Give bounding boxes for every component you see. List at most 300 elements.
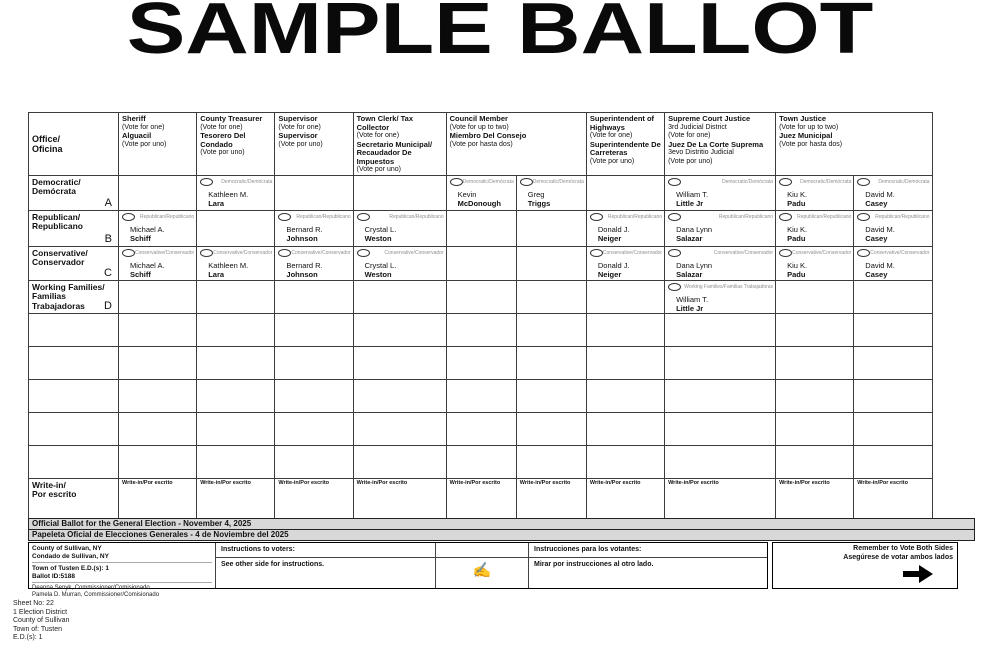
oval-row	[357, 213, 444, 221]
candidate-cell	[516, 175, 586, 210]
candidate-cell	[776, 210, 854, 246]
write-in-cell[interactable]	[854, 478, 932, 522]
oval-row	[668, 249, 773, 257]
candidate-last-name: Little Jr	[676, 198, 704, 208]
office-header-1	[197, 113, 275, 176]
write-in-cell-label: Write-in/Por escrito	[356, 479, 408, 486]
oval-party-label: Democratic/Demócrata	[878, 178, 930, 185]
empty-cell	[854, 379, 932, 412]
empty-cell	[275, 313, 353, 346]
candidate-cell	[776, 246, 854, 280]
candidate-last-name: Padu	[787, 269, 806, 279]
candidate-first-name: Michael A.	[130, 260, 165, 270]
oval-row	[857, 213, 929, 221]
candidate-cell	[854, 210, 932, 246]
ballot-oval[interactable]	[668, 249, 681, 257]
page-title: SAMPLE BALLOT	[126, 0, 874, 69]
write-in-cell[interactable]	[776, 478, 854, 522]
empty-cell	[446, 210, 516, 246]
write-in-label-es: Por escrito	[32, 489, 77, 499]
office-header-line: Supreme Court Justice	[668, 114, 751, 123]
empty-cell	[353, 412, 446, 445]
ballot-oval[interactable]	[122, 249, 135, 257]
candidate-cell	[353, 210, 446, 246]
office-header-line: Town Justice	[779, 114, 827, 123]
candidate-first-name: Dana Lynn	[676, 224, 713, 234]
office-column-header	[29, 113, 119, 176]
candidate-cell	[665, 246, 776, 280]
empty-cell	[29, 346, 119, 379]
write-in-cell-label: Write-in/Por escrito	[779, 479, 830, 486]
row-letter: C	[104, 266, 112, 279]
empty-cell	[854, 313, 932, 346]
empty-cell	[586, 313, 664, 346]
row-letter: D	[104, 299, 112, 312]
candidate-first-name: Bernard R.	[286, 260, 323, 270]
oval-party-label: Republican/Republicano	[875, 213, 930, 220]
ballot-oval[interactable]	[590, 213, 603, 221]
candidate-cell	[446, 175, 516, 210]
candidate-last-name: Casey	[865, 233, 888, 243]
oval-party-label: Democratic/Demócrata	[532, 178, 584, 185]
empty-cell	[353, 313, 446, 346]
office-header-line: Juez Municipal	[779, 131, 833, 140]
ballot-oval[interactable]	[779, 249, 792, 257]
office-header-line: (Vote for up to two)	[449, 123, 509, 131]
empty-cell	[119, 346, 197, 379]
empty-cell	[119, 379, 197, 412]
office-header-line: (Vote por uno)	[356, 166, 401, 173]
oval-row	[668, 213, 773, 221]
office-header-line: Alguacil	[122, 131, 152, 140]
office-header-4	[446, 113, 586, 176]
candidate-cell	[586, 246, 664, 280]
candidate-first-name: William T.	[676, 189, 709, 199]
office-header-line: (Vote for one)	[668, 132, 711, 139]
candidate-last-name: Salazar	[676, 233, 703, 243]
candidate-cell	[665, 210, 776, 246]
candidate-last-name: Weston	[364, 269, 392, 279]
write-in-cell[interactable]	[516, 478, 586, 522]
candidate-first-name: Bernard R.	[286, 224, 323, 234]
empty-cell	[516, 210, 586, 246]
row-letter: B	[104, 232, 112, 245]
candidate-first-name: Donald J.	[597, 224, 630, 234]
ballot-oval[interactable]	[590, 249, 603, 257]
ballot-info-section	[28, 542, 768, 598]
hand-icon-panel	[436, 543, 529, 588]
office-header-line: (Vote por hasta dos)	[449, 140, 513, 148]
oval-row	[857, 249, 929, 257]
empty-cell	[516, 280, 586, 313]
office-header-line: (Vote for up to two)	[779, 123, 839, 131]
office-header-line: Miembro Del Consejo	[449, 131, 527, 140]
empty-cell	[353, 280, 446, 313]
empty-cell	[197, 313, 275, 346]
empty-cell	[353, 379, 446, 412]
party-row-label-A	[29, 175, 119, 210]
empty-cell	[29, 379, 119, 412]
party-row-label-D	[29, 280, 119, 313]
candidate-last-name: Padu	[787, 233, 806, 243]
write-in-cell-label: Write-in/Por escrito	[589, 479, 641, 486]
empty-cell	[275, 280, 353, 313]
empty-cell	[586, 346, 664, 379]
candidate-first-name: Donald J.	[597, 260, 630, 270]
empty-cell	[665, 379, 776, 412]
office-header-line: 3rd Judicial District	[668, 123, 727, 131]
office-header-line: 3evo Distritio Judicial	[668, 149, 734, 156]
office-header-line: Juez De La Corte Suprema	[668, 139, 764, 149]
office-header-line: Supervisor	[278, 131, 318, 140]
official-ballot-line-en: Official Ballot for the General Election - November 4, 2025	[29, 519, 974, 530]
empty-cell	[275, 175, 353, 210]
empty-cell	[119, 412, 197, 445]
empty-cell	[776, 280, 854, 313]
empty-cell	[446, 246, 516, 280]
instructions-title-en: Instructions to voters:	[216, 543, 435, 558]
write-in-cell[interactable]	[353, 478, 446, 522]
candidate-last-name: Salazar	[676, 269, 703, 279]
write-in-cell-label: Write-in/Por escrito	[278, 479, 330, 486]
candidate-first-name: Dana Lynn	[676, 260, 713, 270]
oval-row	[200, 178, 272, 186]
oval-party-label: Conservative/Conservador	[291, 249, 351, 256]
write-in-cell[interactable]	[665, 478, 776, 522]
empty-cell	[275, 346, 353, 379]
vote-both-sides-box	[772, 542, 958, 589]
candidate-first-name: David M.	[865, 260, 895, 270]
candidate-cell	[197, 246, 275, 280]
office-header-6	[665, 113, 776, 176]
ballot-oval[interactable]	[278, 213, 291, 221]
empty-cell	[275, 445, 353, 478]
ballot-oval[interactable]	[857, 178, 870, 186]
oval-row	[122, 213, 194, 221]
oval-party-label: Republican/Republicano	[718, 213, 774, 220]
sheet-number: Sheet No: 22	[13, 600, 54, 607]
oval-party-label: Conservative/Conservador	[213, 249, 273, 256]
candidate-first-name: Kiu K.	[787, 224, 808, 234]
oval-row	[450, 178, 514, 186]
commissioner-2: Pamela D. Murran, Commissioner/Comisionado	[32, 592, 160, 598]
empty-cell	[665, 445, 776, 478]
candidate-first-name: William T.	[676, 294, 709, 304]
ballot-oval[interactable]	[357, 213, 370, 221]
write-in-cell-label: Write-in/Por escrito	[668, 479, 719, 486]
row-letter: A	[104, 196, 112, 209]
empty-cell	[446, 280, 516, 313]
office-header-line: County Treasurer	[200, 114, 263, 123]
office-header-2	[275, 113, 353, 176]
party-name-es: Familias Trabajadoras	[32, 291, 85, 311]
empty-cell	[516, 412, 586, 445]
ballot-oval[interactable]	[779, 178, 792, 186]
office-header-0	[119, 113, 197, 176]
candidate-cell	[119, 246, 197, 280]
empty-cell	[275, 379, 353, 412]
oval-row	[278, 249, 350, 257]
office-header-line: (Vote por uno)	[200, 149, 245, 156]
hand-panel-top	[436, 543, 528, 558]
candidate-cell	[854, 175, 932, 210]
candidate-last-name: Lara	[208, 269, 225, 279]
office-header-line: Town Clerk/ Tax Collector	[356, 114, 414, 132]
write-in-row-label	[29, 478, 119, 522]
office-header-line: Superintendent of Highways	[589, 114, 655, 132]
candidate-last-name: Weston	[364, 233, 392, 243]
candidate-last-name: Schiff	[130, 233, 151, 243]
candidate-cell	[665, 175, 776, 210]
write-in-label-en: Write-in/	[32, 479, 66, 490]
empty-cell	[665, 346, 776, 379]
oval-party-label: Republican/Republicano	[797, 213, 852, 220]
sheet-town: Town of: Tusten	[13, 625, 63, 633]
candidate-cell	[586, 210, 664, 246]
empty-cell	[197, 280, 275, 313]
oval-party-label: Democratic/Demócrata	[221, 178, 273, 185]
party-name-es: Conservador	[32, 257, 85, 267]
candidate-first-name: Kathleen M.	[208, 189, 249, 199]
empty-cell	[353, 445, 446, 478]
ballot-id: Ballot ID:5188	[32, 572, 75, 580]
official-ballot-line-es: Papeleta Oficial de Elecciones Generales - 4 de Noviembre del 2025	[32, 530, 289, 539]
candidate-cell	[854, 246, 932, 280]
oval-party-label: Working Families/Familias Trabajadoras	[684, 283, 774, 290]
candidate-last-name: McDonough	[457, 198, 501, 208]
election-district-count: 1 Election District	[13, 608, 68, 616]
empty-cell	[446, 445, 516, 478]
candidate-last-name: Padu	[787, 198, 806, 208]
party-name-es: Demócrata	[32, 186, 76, 196]
oval-party-label: Conservative/Conservador	[713, 249, 774, 256]
office-header-line: (Vote por uno)	[122, 140, 167, 148]
instructions-title-es: Instrucciones para los votantes:	[529, 543, 767, 558]
empty-cell	[516, 313, 586, 346]
ballot-oval[interactable]	[450, 178, 463, 186]
empty-cell	[119, 313, 197, 346]
write-in-cell-label: Write-in/Por escrito	[449, 479, 501, 486]
office-header-3	[353, 113, 446, 176]
oval-party-label: Republican/Republicano	[607, 213, 663, 220]
office-header-line: (Vote for one)	[200, 123, 243, 131]
candidate-first-name: Kiu K.	[787, 260, 808, 270]
candidate-cell	[119, 210, 197, 246]
party-row-label-C	[29, 246, 119, 280]
candidate-first-name: Crystal L.	[364, 224, 397, 234]
candidate-last-name: Neiger	[597, 233, 622, 243]
commissioner-1: Deanna Senyk, Commissioner/Comisionado	[32, 585, 150, 591]
empty-cell	[446, 313, 516, 346]
candidate-last-name: Little Jr	[676, 303, 704, 313]
empty-cell	[776, 346, 854, 379]
ballot-oval[interactable]	[857, 213, 870, 221]
oval-party-label: Conservative/Conservador	[792, 249, 852, 256]
oval-row	[590, 213, 662, 221]
candidate-first-name: David M.	[865, 189, 895, 199]
oval-row	[520, 178, 584, 186]
party-name-en: Democratic/	[32, 176, 81, 187]
empty-cell	[586, 379, 664, 412]
office-label-en: Office/	[32, 133, 61, 144]
oval-party-label: Conservative/Conservador	[384, 249, 444, 256]
instructions-body-es: Mirar por instrucciones al otro lado.	[534, 561, 654, 568]
office-header-line: Secretario Municipal/ Recaudador De Impuestos	[356, 139, 433, 166]
sheet-ed: E.D.(s): 1	[13, 634, 43, 641]
ballot-oval[interactable]	[200, 249, 213, 257]
empty-cell	[586, 175, 664, 210]
office-header-line: (Vote for one)	[278, 123, 321, 131]
empty-cell	[776, 379, 854, 412]
empty-cell	[776, 412, 854, 445]
oval-row	[357, 249, 444, 257]
ballot-oval[interactable]	[520, 178, 533, 186]
write-in-cell[interactable]	[275, 478, 353, 522]
oval-row	[857, 178, 929, 186]
candidate-cell	[197, 175, 275, 210]
candidate-last-name: Casey	[865, 269, 888, 279]
empty-cell	[516, 379, 586, 412]
empty-cell	[275, 412, 353, 445]
ballot-oval[interactable]	[278, 249, 291, 257]
ballot-oval[interactable]	[857, 249, 870, 257]
oval-party-label: Republican/Republicano	[139, 213, 195, 220]
office-header-line: (Vote por hasta dos)	[779, 140, 843, 148]
oval-row	[200, 249, 272, 257]
candidate-last-name: Johnson	[286, 269, 318, 279]
office-header-5	[586, 113, 664, 176]
candidate-cell	[275, 246, 353, 280]
empty-cell	[586, 445, 664, 478]
oval-party-label: Republican/Republicano	[389, 213, 444, 220]
right-arrow-icon	[777, 565, 935, 588]
candidate-cell	[665, 280, 776, 313]
candidate-first-name: Crystal L.	[364, 260, 397, 270]
office-header-line: (Vote for one)	[589, 132, 633, 139]
empty-cell	[29, 445, 119, 478]
empty-cell	[197, 346, 275, 379]
party-name-en: Republican/	[32, 211, 81, 222]
write-in-cell-label: Write-in/Por escrito	[857, 479, 908, 486]
empty-cell	[119, 280, 197, 313]
oval-party-label: Conservative/Conservador	[602, 249, 663, 256]
empty-cell	[353, 175, 446, 210]
empty-cell	[446, 412, 516, 445]
empty-cell	[854, 280, 932, 313]
candidate-last-name: Johnson	[286, 233, 318, 243]
candidate-last-name: Casey	[865, 198, 888, 208]
oval-row	[779, 178, 851, 186]
instructions-spanish-panel	[529, 543, 767, 588]
candidate-first-name: Kiu K.	[787, 189, 808, 199]
empty-cell	[353, 346, 446, 379]
empty-cell	[197, 379, 275, 412]
county-name-en: County of Sullivan, NY	[32, 545, 102, 552]
ballot-oval[interactable]	[122, 213, 135, 221]
party-row-label-B	[29, 210, 119, 246]
writing-hand-icon: ✍	[472, 562, 492, 579]
empty-cell	[586, 280, 664, 313]
candidate-last-name: Schiff	[130, 269, 151, 279]
ballot-oval[interactable]	[668, 213, 681, 221]
empty-cell	[197, 210, 275, 246]
empty-cell	[776, 313, 854, 346]
write-in-cell-label: Write-in/Por escrito	[200, 479, 251, 486]
sheet-info	[13, 600, 69, 643]
town-district: Town of Tusten E.D.(s): 1	[32, 565, 110, 572]
county-info-panel	[29, 543, 216, 598]
write-in-cell[interactable]	[119, 478, 197, 522]
ballot-oval[interactable]	[779, 213, 792, 221]
office-header-line: (Vote por uno)	[278, 140, 323, 148]
candidate-last-name: Triggs	[527, 198, 551, 208]
oval-party-label: Conservative/Conservador	[135, 249, 195, 256]
empty-cell	[516, 346, 586, 379]
office-header-line: Sheriff	[122, 114, 146, 123]
empty-cell	[854, 412, 932, 445]
ballot-oval[interactable]	[200, 178, 213, 186]
county-name-es: Condado de Sullivan, NY	[32, 552, 109, 560]
empty-cell	[665, 412, 776, 445]
office-label-es: Oficina	[32, 143, 63, 154]
oval-party-label: Republican/Republicano	[296, 213, 351, 220]
empty-cell	[516, 246, 586, 280]
candidate-first-name: Greg	[527, 189, 545, 199]
office-header-line: (Vote por uno)	[589, 157, 635, 165]
empty-cell	[197, 445, 275, 478]
candidate-cell	[776, 175, 854, 210]
candidate-last-name: Neiger	[597, 269, 622, 279]
empty-cell	[446, 346, 516, 379]
oval-row	[779, 213, 851, 221]
sheet-county: County of Sullivan	[13, 617, 70, 624]
ballot-table	[28, 112, 933, 523]
candidate-first-name: Kathleen M.	[208, 260, 249, 270]
reminder-line-en: Remember to Vote Both Sides	[853, 545, 953, 552]
ballot-oval[interactable]	[668, 283, 681, 291]
write-in-cell[interactable]	[586, 478, 664, 522]
party-name-en: Working Families/	[32, 281, 105, 292]
write-in-cell[interactable]	[197, 478, 275, 522]
office-header-7	[776, 113, 932, 176]
office-header-line: Tesorero Del Condado	[200, 131, 246, 149]
write-in-cell-label: Write-in/Por escrito	[122, 479, 173, 486]
oval-row	[278, 213, 350, 221]
candidate-cell	[275, 210, 353, 246]
empty-cell	[776, 445, 854, 478]
candidate-first-name: David M.	[865, 224, 895, 234]
empty-cell	[665, 313, 776, 346]
office-header-line: Supervisor	[278, 114, 318, 123]
oval-row	[668, 283, 773, 291]
candidate-last-name: Lara	[208, 198, 225, 208]
empty-cell	[29, 313, 119, 346]
empty-cell	[446, 379, 516, 412]
party-name-en: Conservative/	[32, 247, 88, 258]
instructions-english-panel	[216, 543, 436, 588]
oval-party-label: Conservative/Conservador	[870, 249, 930, 256]
oval-row	[779, 249, 851, 257]
empty-cell	[119, 175, 197, 210]
ballot-oval[interactable]	[668, 178, 681, 186]
oval-row	[668, 178, 773, 186]
office-header-line: Council Member	[449, 114, 508, 123]
ballot-oval[interactable]	[357, 249, 370, 257]
write-in-cell[interactable]	[446, 478, 516, 522]
empty-cell	[854, 445, 932, 478]
instructions-body-en: See other side for instructions.	[221, 561, 325, 568]
oval-party-label: Democratic/Demócrata	[462, 178, 514, 185]
